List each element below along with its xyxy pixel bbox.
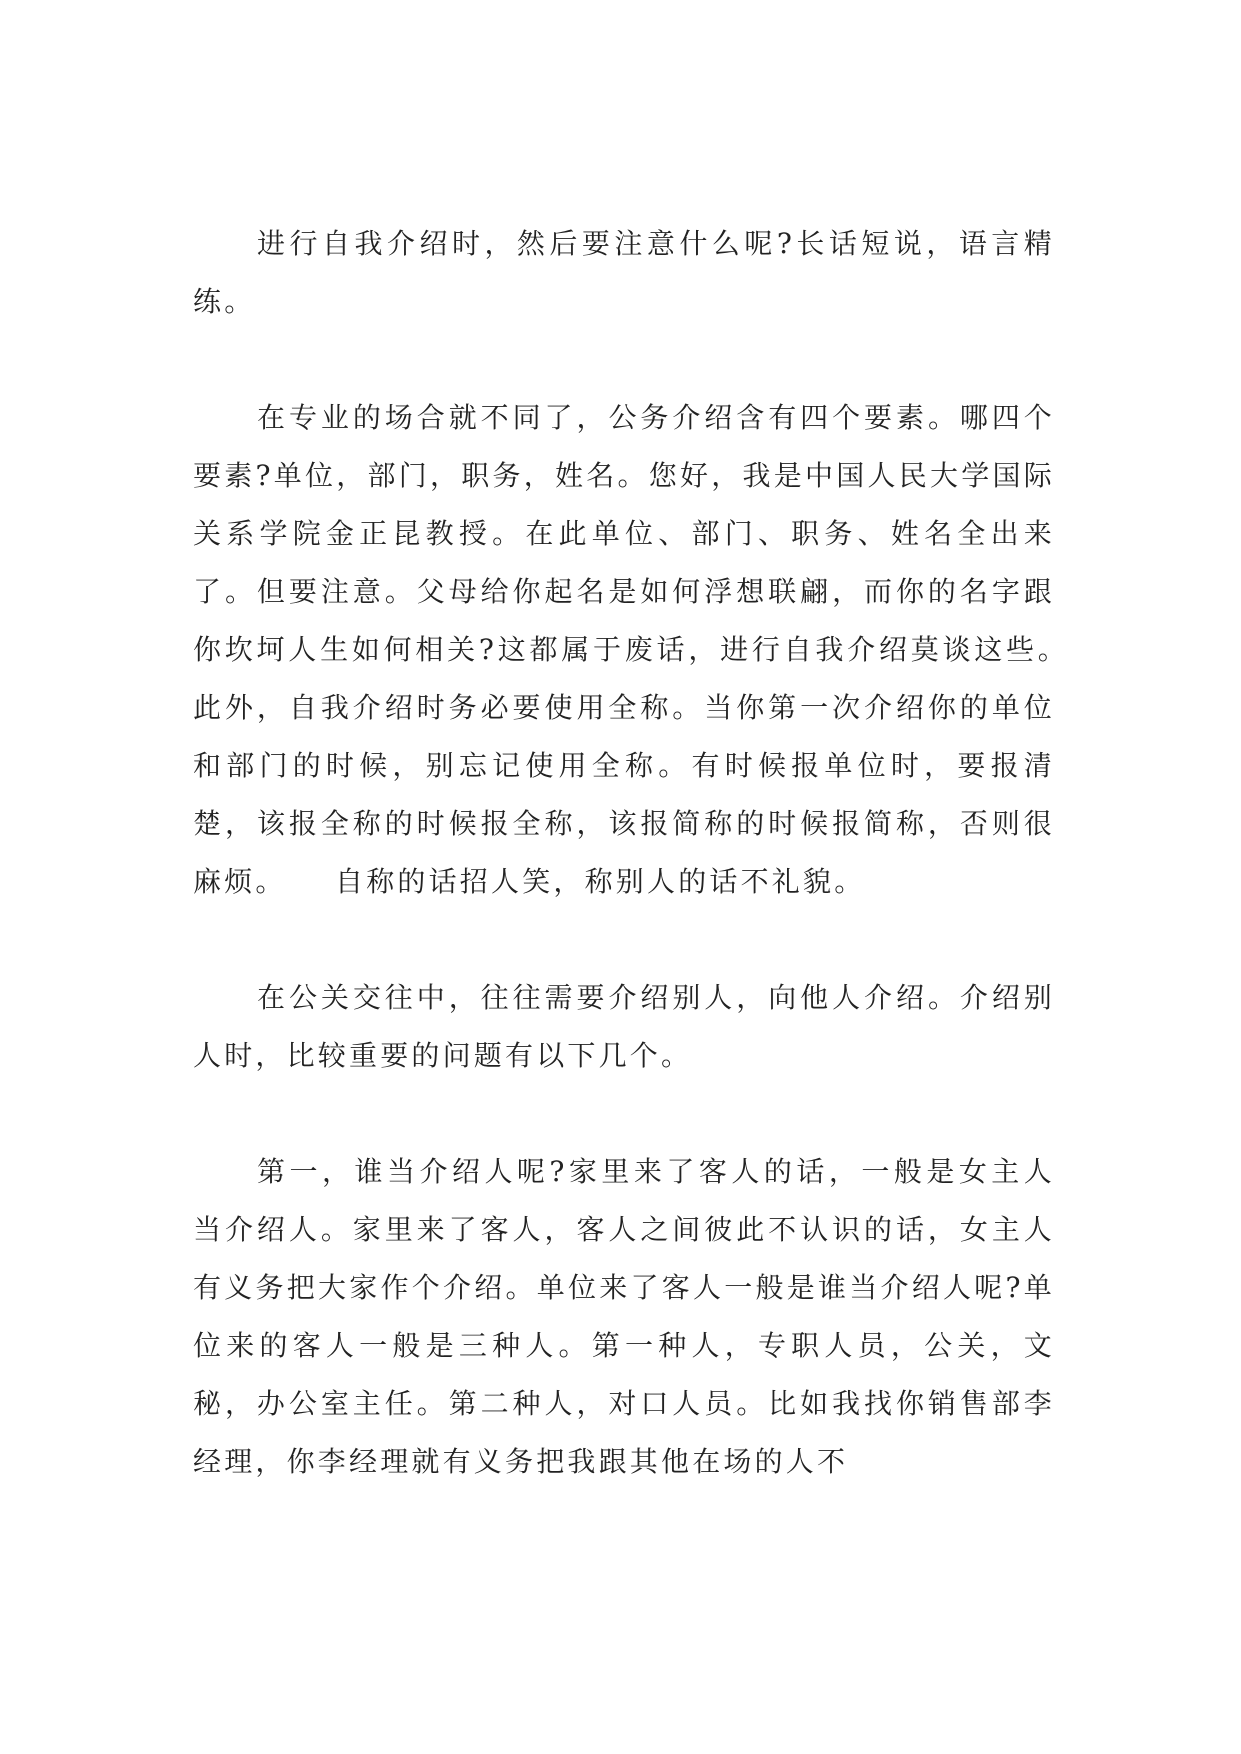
paragraph-1: 进行自我介绍时，然后要注意什么呢?长话短说，语言精练。: [193, 227, 1055, 318]
paragraph-2: 在专业的场合就不同了，公务介绍含有四个要素。哪四个要素?单位，部门，职务，姓名。您好，我是中国人民大学国际关系学院金正昆教授。在此单位、部门、职务、姓名全出来了。但要注意。父母给你起名是如何浮想联翩，而你的名字跟你坎坷人生如何相关?这都属于废话，进行自我介绍莫谈这些。 此外，自我介绍时务必要使用全称。当你第一次介绍你的单位和部门的时候，别忘记使用全称。有时候报单位时，要报清楚，该报全称的时候报全称，该报简称的时候报简称，否则很麻烦。 自称的话招人笑，称别人的话不礼貌。: [193, 401, 1118, 898]
paragraph-3: 在公关交往中，往往需要介绍别人，向他人介绍。介绍别人时，比较重要的问题有以下几个。: [193, 981, 1055, 1072]
paragraph-4: 第一，谁当介绍人呢?家里来了客人的话，一般是女主人当介绍人。家里来了客人，客人之间彼此不认识的话，女主人有义务把大家作个介绍。单位来了客人一般是谁当介绍人呢?单位来的客人一般是三种人。第一种人，专职人员，公关，文秘，办公室主任。第二种人，对口人员。比如我找你销售部李经理，你李经理就有义务把我跟其他在场的人不: [193, 1155, 1055, 1478]
document-body: [193, 215, 1118, 1491]
